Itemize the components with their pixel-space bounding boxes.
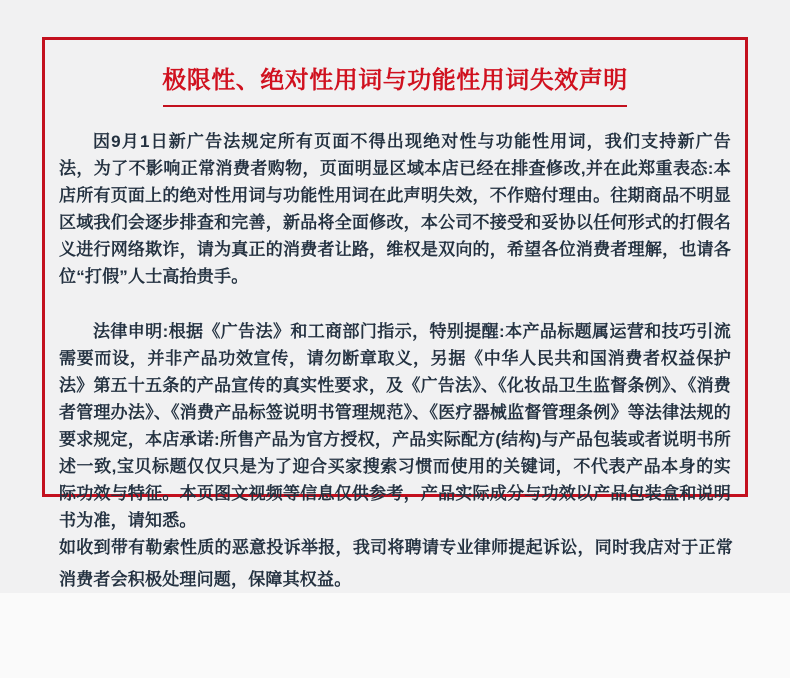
disclaimer-notice-box bbox=[42, 37, 748, 530]
notice-title: 极限性、绝对性用词与功能性用词失效声明 bbox=[162, 67, 628, 94]
notice-paragraph-legal-statement: 法律申明:根据《广告法》和工商部门指示，特别提醒:本产品标题属运营和技巧引流需要而设，并非产品功效宣传，请勿断章取义，另据《中华人民共和国消费者权益保护法》第五十五条的产品宣传的真实性要求，及《广告法》、《化妆品卫生监督条例》、《消费者管理办法》、《消费产品标签说明书管理规范》、《医疗器械监督管理条例》等法律法规的要求规定，本店承诺:所售产品为官方授权，产品实际配方(结构)与产品包装或者说明书所述一致,宝贝标题仅仅只是为了迎合买家搜索习惯而使用的关键词，不代表产品本身的实际功效与特征。本页图文视频等信息仅供参考，产品实际成分与功效以产品包装盒和说明书为准，请知悉。 bbox=[59, 322, 731, 530]
notice-paragraph-advertising-law: 因9月1日新广告法规定所有页面不得出现绝对性与功能性用词，我们支持新广告法，为了不影响正常消费者购物，页面明显区域本店已经在排查修改,并在此郑重表态:本店所有页面上的绝对性用词与功能性用词在此声明失效，不作赔付理由。往期商品不明显区域我们会逐步排查和完善，新品将全面修改，本公司不接受和妥协以任何形式的打假名义进行网络欺诈，请为真正的消费者让路，维权是双向的，希望各位消费者理解，也请各位“打假”人士高抬贵手。 bbox=[59, 132, 731, 286]
light-section bbox=[0, 593, 790, 678]
footer-note-malicious-complaints: 如收到带有勒索性质的恶意投诉举报，我司将聘请专业律师提起诉讼，同时我店对于正常消费者会积极处理问题，保障其权益。 bbox=[59, 538, 733, 589]
title-underline bbox=[163, 105, 627, 107]
